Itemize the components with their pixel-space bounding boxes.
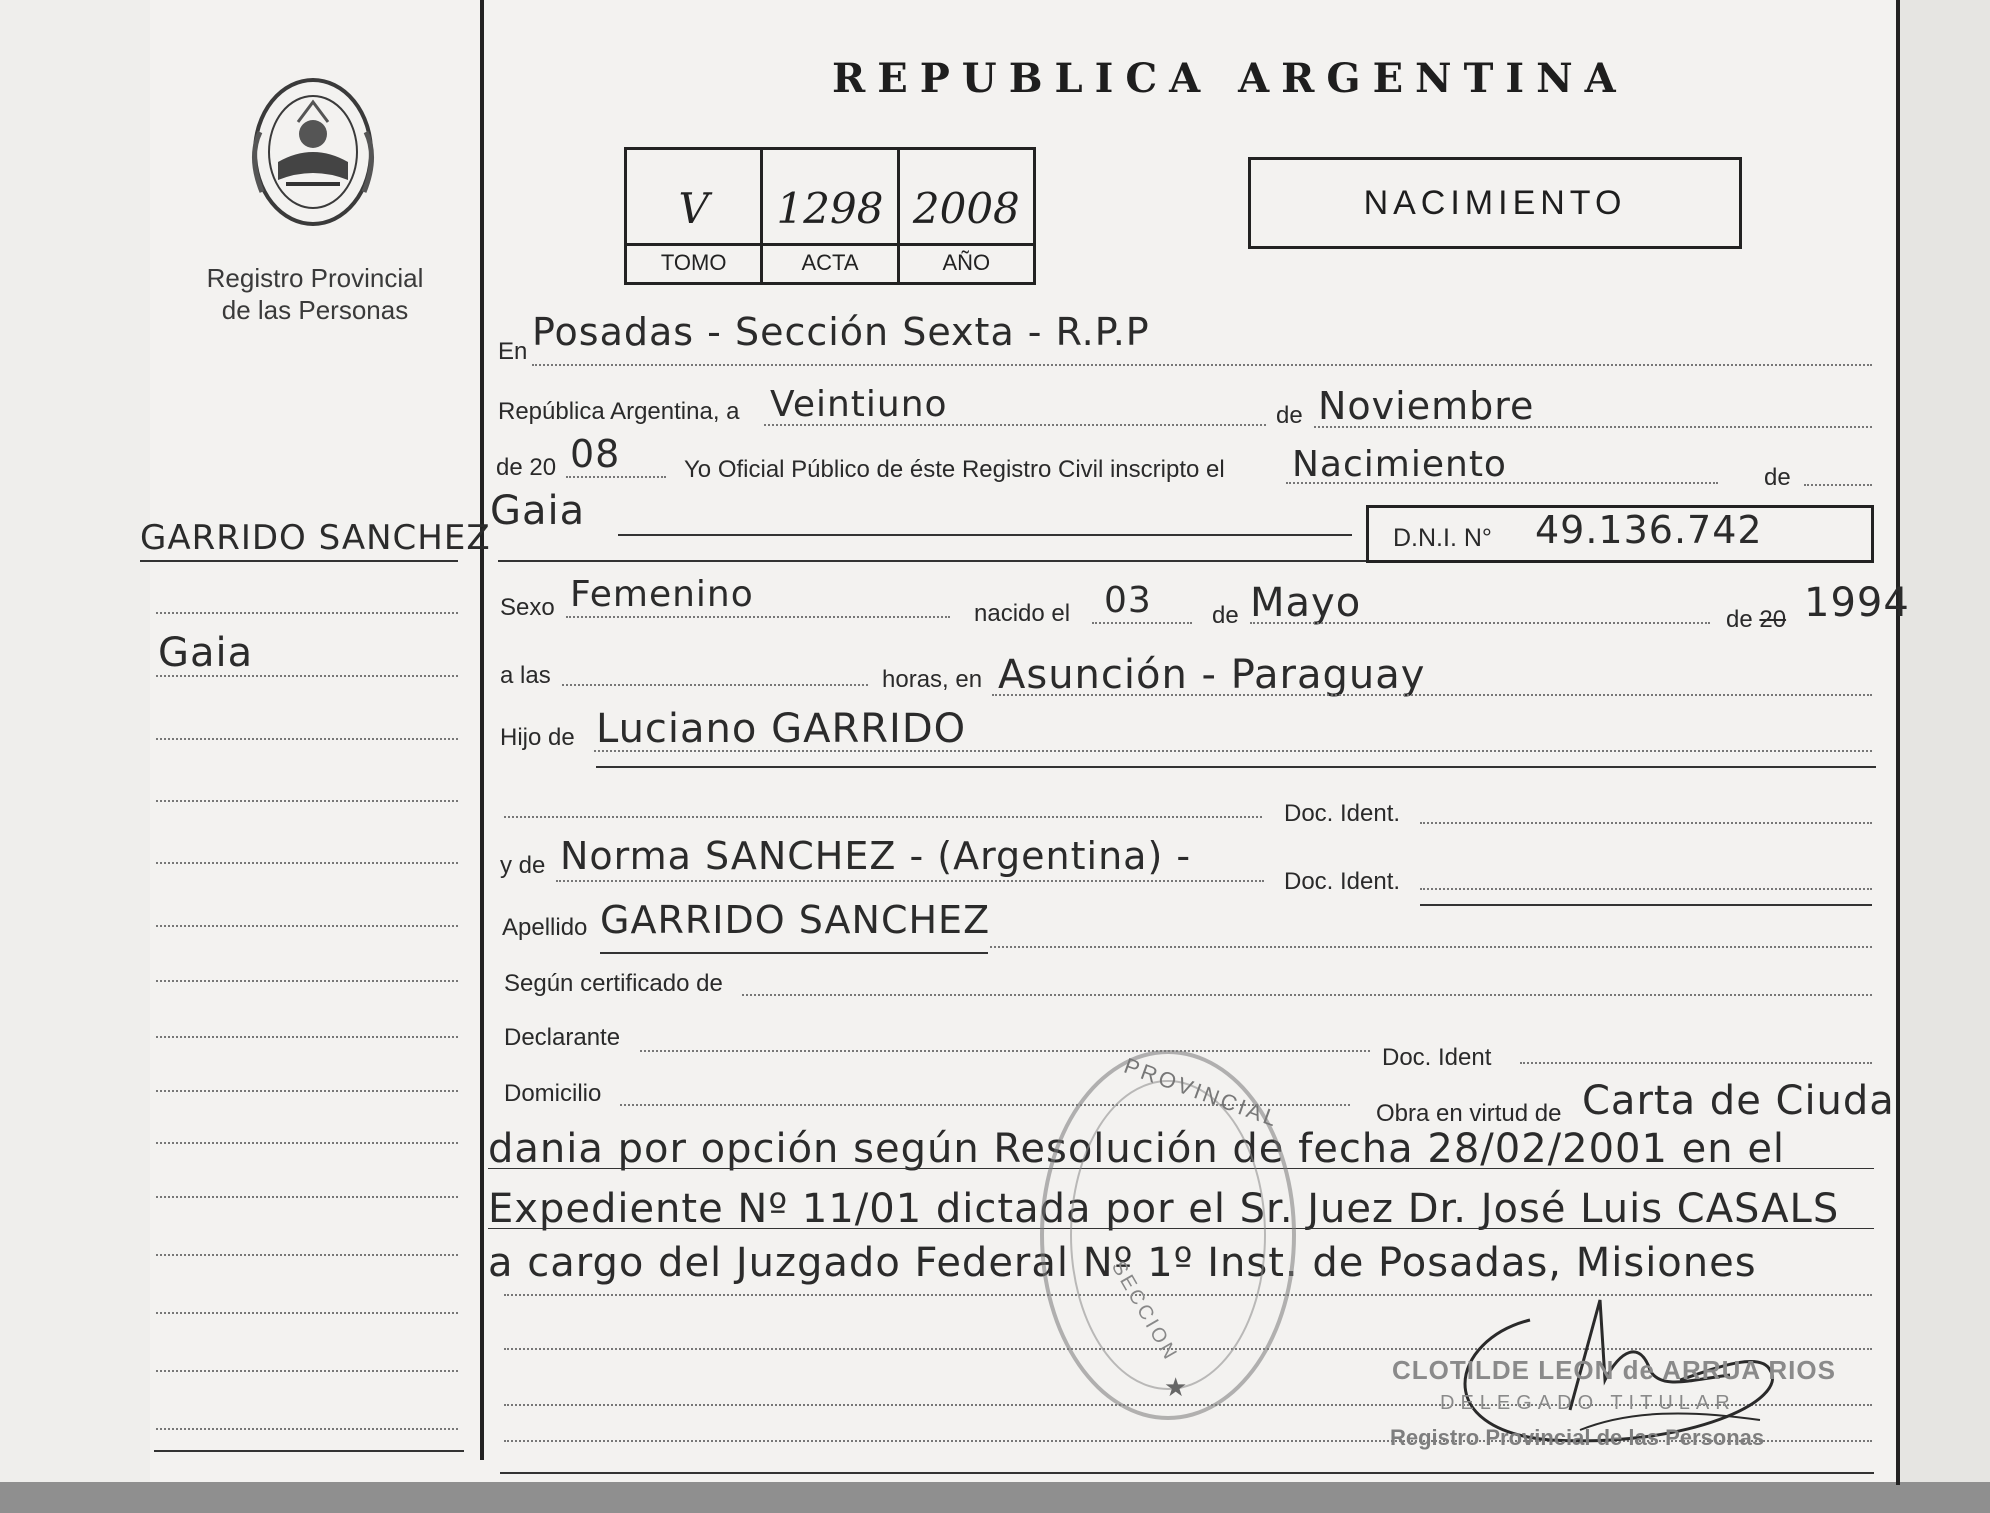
ano-value: 2008 bbox=[912, 184, 1020, 233]
stamp-inner-text: SECCION bbox=[1106, 1257, 1183, 1366]
apellido-line bbox=[990, 946, 1872, 948]
father-rule bbox=[596, 766, 1876, 768]
mother-rule bbox=[1420, 904, 1872, 906]
de-20-prefix: de bbox=[1726, 606, 1760, 633]
margin-line bbox=[156, 1196, 458, 1198]
apellido-underline bbox=[600, 952, 988, 954]
father-name: Luciano GARRIDO bbox=[596, 706, 967, 752]
event-line bbox=[1286, 482, 1718, 484]
horas-label: horas, en bbox=[882, 666, 983, 693]
right-page-margin bbox=[1900, 0, 1990, 1482]
oficial-label: Yo Oficial Público de éste Registro Civil inscripto el bbox=[684, 456, 1225, 483]
doc-ident-label-2: Doc. Ident. bbox=[1284, 868, 1401, 895]
margin-line bbox=[156, 1312, 458, 1314]
signatory-name: CLOTILDE LEON de ARRUA RIOS bbox=[1392, 1355, 1836, 1385]
birth-day-line bbox=[1092, 622, 1192, 624]
mother-name: Norma SANCHEZ - (Argentina) - bbox=[560, 834, 1192, 878]
page-divider bbox=[480, 0, 484, 1460]
margin-line bbox=[156, 1428, 458, 1430]
sexo-value: Femenino bbox=[570, 574, 754, 615]
republica-label: República Argentina, a bbox=[498, 398, 740, 425]
tomo-label: TOMO bbox=[627, 243, 760, 282]
registry-number-grid bbox=[624, 147, 1036, 285]
segun-line bbox=[742, 994, 1872, 996]
margin-line bbox=[156, 800, 458, 802]
right-border bbox=[1896, 0, 1900, 1485]
sexo-label: Sexo bbox=[500, 594, 555, 621]
stamp-ring-text: PROVINCIAL bbox=[1120, 1052, 1283, 1133]
declarante-label: Declarante bbox=[504, 1024, 621, 1051]
tomo-cell bbox=[627, 150, 763, 282]
acta-value: 1298 bbox=[776, 184, 884, 233]
birth-place: Asunción - Paraguay bbox=[998, 652, 1426, 698]
stamp-star-icon: ★ bbox=[1164, 1372, 1188, 1402]
de-label-3: de bbox=[1212, 602, 1239, 629]
month-line bbox=[1314, 426, 1872, 428]
margin-line bbox=[156, 675, 458, 677]
margin-bottom-rule bbox=[154, 1450, 464, 1452]
acta-label: ACTA bbox=[763, 243, 896, 282]
year-line bbox=[566, 476, 666, 478]
birth-month: Mayo bbox=[1250, 580, 1362, 626]
margin-given-name: Gaia bbox=[158, 630, 254, 676]
margin-line bbox=[156, 862, 458, 864]
doc-ident-line-3 bbox=[1520, 1062, 1872, 1064]
margin-line bbox=[156, 1142, 458, 1144]
margin-underline bbox=[140, 560, 458, 562]
dni-number: 49.136.742 bbox=[1535, 508, 1763, 552]
apellido-label: Apellido bbox=[502, 914, 588, 941]
ano-cell bbox=[900, 150, 1033, 282]
left-page-margin bbox=[0, 0, 150, 1482]
child-name-line bbox=[618, 534, 1352, 536]
ano-label: AÑO bbox=[900, 243, 1033, 282]
margin-line bbox=[156, 1370, 458, 1372]
place-line bbox=[532, 364, 1872, 366]
hijo-label: Hijo de bbox=[500, 724, 575, 751]
de-line bbox=[1804, 484, 1872, 486]
doc-ident-label-1: Doc. Ident. bbox=[1284, 800, 1401, 827]
year-suffix: 08 bbox=[570, 432, 621, 476]
margin-line bbox=[156, 738, 458, 740]
obra-label: Obra en virtud de bbox=[1376, 1100, 1562, 1127]
margin-line bbox=[156, 1254, 458, 1256]
hora-line bbox=[562, 684, 868, 686]
signatory-role: DELEGADO TITULAR bbox=[1440, 1392, 1736, 1414]
father-line bbox=[594, 750, 1872, 752]
de-label-2: de bbox=[1764, 464, 1791, 491]
obra-value: Carta de Ciuda bbox=[1582, 1078, 1895, 1124]
de-20-struck: 20 bbox=[1759, 606, 1787, 633]
mother-line bbox=[556, 880, 1264, 882]
note-line-1: dania por opción según Resolución de fecha 28/02/2001 en el bbox=[488, 1126, 1786, 1172]
y-de-label: y de bbox=[500, 852, 546, 879]
child-name: Gaia bbox=[490, 488, 586, 534]
margin-surname: GARRIDO SANCHEZ bbox=[140, 518, 491, 558]
acta-cell bbox=[763, 150, 899, 282]
event-text: Nacimiento bbox=[1292, 444, 1507, 485]
registry-name-line2: de las Personas bbox=[221, 295, 409, 325]
day-text: Veintiuno bbox=[770, 384, 948, 425]
note-line-2: Expediente Nº 11/01 dictada por el Sr. Juez Dr. José Luis CASALS bbox=[488, 1186, 1840, 1232]
dni-label: D.N.I. N° bbox=[1393, 524, 1492, 552]
nacido-label: nacido el bbox=[974, 600, 1071, 627]
doc-ident-line-1 bbox=[1420, 822, 1872, 824]
en-label: En bbox=[498, 338, 528, 365]
place-value: Posadas - Sección Sexta - R.P.P bbox=[532, 310, 1150, 354]
father-doc-line bbox=[504, 816, 1262, 818]
dni-box bbox=[1366, 505, 1874, 563]
month-text: Noviembre bbox=[1318, 384, 1535, 428]
doc-ident-label-3: Doc. Ident bbox=[1382, 1044, 1492, 1071]
de-20-label bbox=[1726, 606, 1786, 634]
margin-line bbox=[156, 612, 458, 614]
declarante-line bbox=[640, 1050, 1370, 1052]
bottom-rule bbox=[500, 1472, 1874, 1474]
year-prefix-label: de 20 bbox=[496, 454, 557, 481]
birth-day: 03 bbox=[1104, 580, 1152, 621]
margin-line bbox=[156, 925, 458, 927]
birth-year: 1994 bbox=[1804, 580, 1910, 626]
segun-label: Según certificado de bbox=[504, 970, 723, 997]
document-type-box: NACIMIENTO bbox=[1248, 157, 1742, 249]
margin-line bbox=[156, 980, 458, 982]
sexo-line bbox=[566, 616, 950, 618]
birth-month-line bbox=[1250, 622, 1710, 624]
registry-name bbox=[150, 262, 480, 326]
margin-line bbox=[156, 1036, 458, 1038]
country-title: REPUBLICA ARGENTINA bbox=[832, 55, 1628, 102]
day-line bbox=[764, 424, 1266, 426]
province-seal-icon bbox=[238, 62, 388, 238]
note-line-3: a cargo del Juzgado Federal Nº 1º Inst. de Posadas, Misiones bbox=[488, 1240, 1757, 1286]
doc-ident-line-2 bbox=[1420, 888, 1872, 890]
domicilio-label: Domicilio bbox=[504, 1080, 602, 1107]
margin-line bbox=[156, 1090, 458, 1092]
signatory-office: Registro Provincial de las Personas bbox=[1390, 1425, 1765, 1450]
birth-place-line bbox=[992, 694, 1872, 696]
de-label-1: de bbox=[1276, 402, 1303, 429]
a-las-label: a las bbox=[500, 662, 551, 689]
bottom-page-edge bbox=[0, 1482, 1990, 1513]
apellido-value: GARRIDO SANCHEZ bbox=[600, 898, 991, 942]
tomo-value: V bbox=[678, 184, 709, 233]
registry-name-line1: Registro Provincial bbox=[206, 263, 424, 293]
